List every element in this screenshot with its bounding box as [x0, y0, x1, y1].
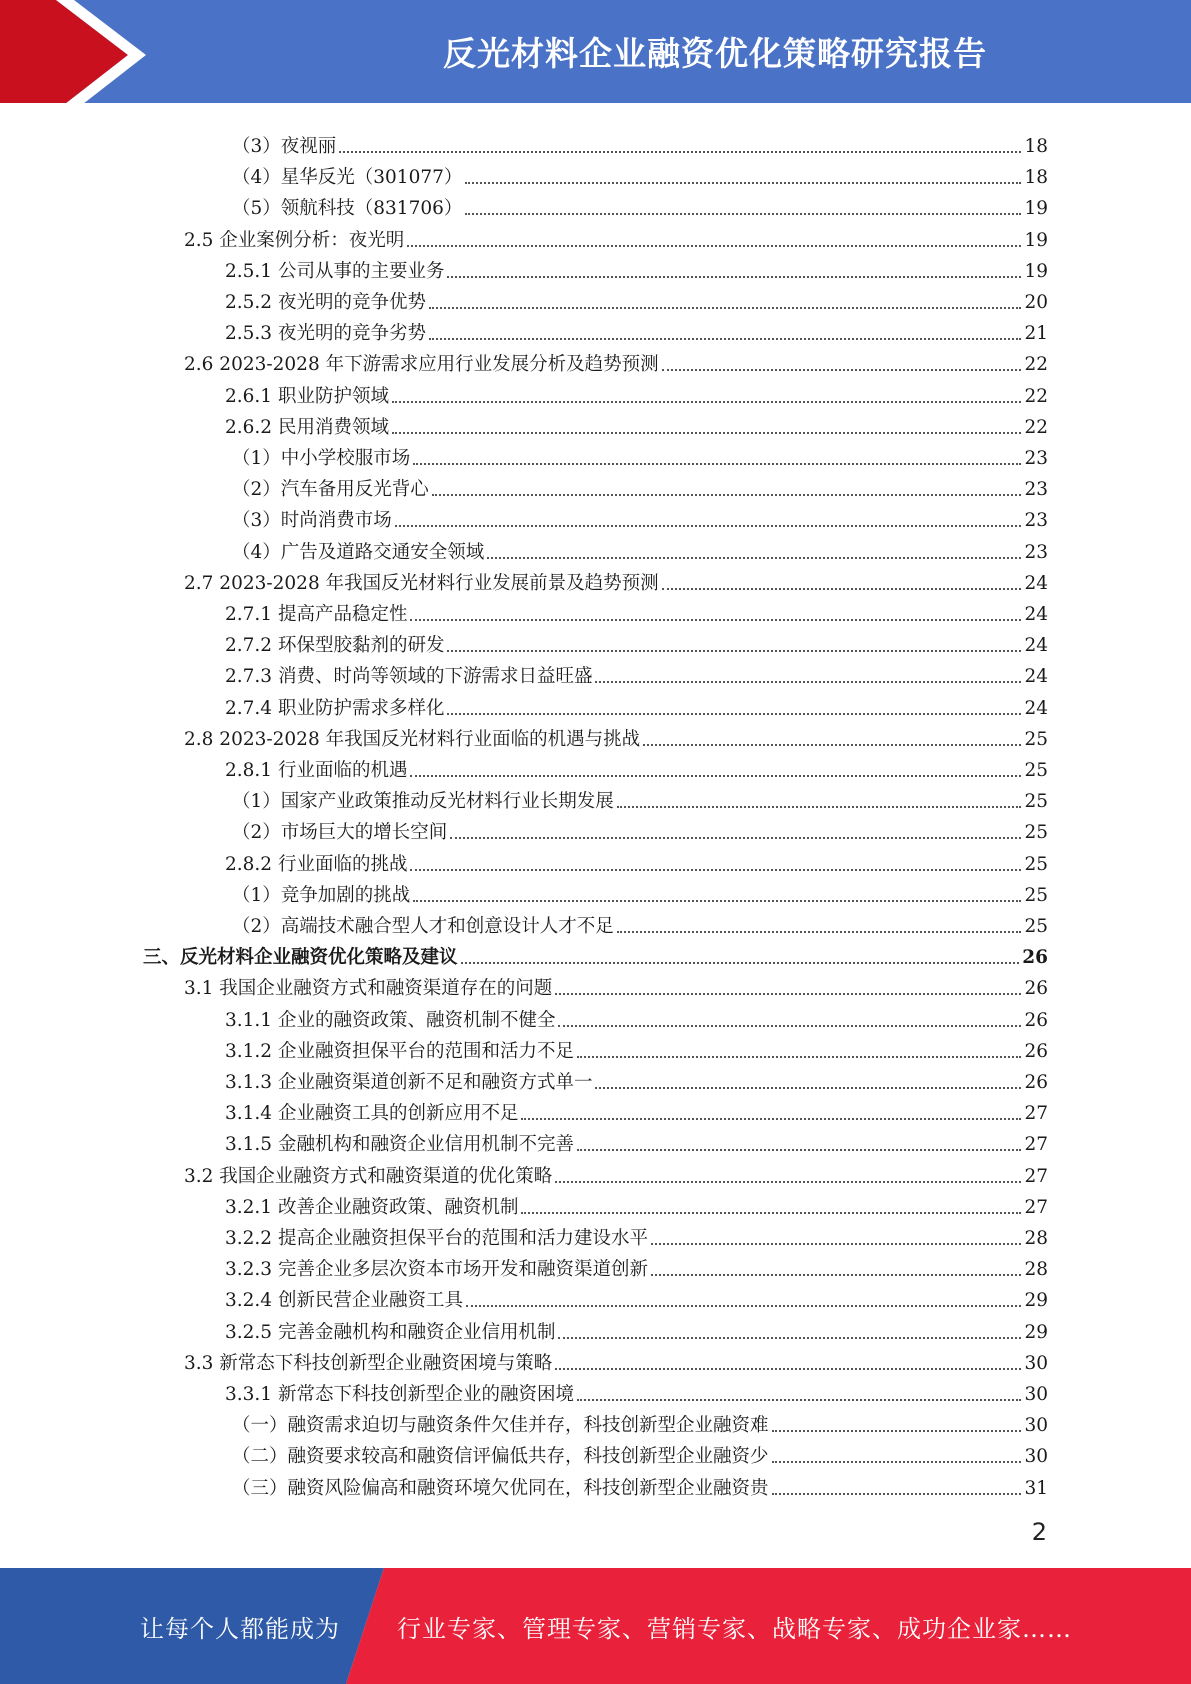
toc-page-number: 23: [1024, 541, 1048, 563]
toc-page-number: 26: [1024, 1009, 1048, 1031]
toc-entry[interactable]: [184, 1158, 1048, 1189]
toc-page-number: 25: [1024, 916, 1048, 937]
toc-page-number: 19: [1024, 229, 1048, 251]
toc-entry-title: （3）时尚消费市场: [232, 510, 392, 532]
toc-entry[interactable]: [225, 1376, 1048, 1407]
toc-entry-title: （三）融资风险偏高和融资环境欠优同在，科技创新型企业融资贵: [232, 1477, 769, 1499]
toc-entry-title: 2.7.1 提高产品稳定性: [225, 604, 408, 625]
toc-entry[interactable]: [225, 378, 1048, 409]
toc-dot-leader: [410, 869, 1021, 871]
toc-dot-leader: [432, 494, 1022, 496]
toc-dot-leader: [617, 931, 1022, 933]
toc-page-number: 25: [1024, 728, 1048, 750]
toc-entry[interactable]: [184, 222, 1048, 253]
toc-entry[interactable]: [232, 128, 1048, 159]
toc-dot-leader: [521, 1212, 1021, 1214]
toc-entry[interactable]: [184, 346, 1048, 377]
toc-entry-title: 3.3 新常态下科技创新型企业融资困境与策略: [184, 1352, 553, 1374]
toc-entry[interactable]: [184, 1345, 1048, 1376]
toc-entry[interactable]: [232, 440, 1048, 471]
toc-entry[interactable]: [225, 315, 1048, 346]
toc-dot-leader: [772, 1493, 1022, 1495]
toc-dot-leader: [521, 1118, 1021, 1120]
toc-entry[interactable]: [225, 627, 1048, 658]
toc-page-number: 27: [1024, 1103, 1048, 1125]
toc-entry[interactable]: [225, 1033, 1048, 1064]
toc-page-number: 24: [1024, 666, 1048, 688]
toc-entry-title: 3.2.3 完善企业多层次资本市场开发和融资渠道创新: [225, 1259, 648, 1281]
toc-dot-leader: [577, 1149, 1021, 1151]
toc-page-number: 30: [1024, 1415, 1048, 1437]
toc-entry-title: 3.2.5 完善金融机构和融资企业信用机制: [225, 1321, 556, 1343]
toc-entry[interactable]: [232, 471, 1048, 502]
toc-entry-title: 3.1.1 企业的融资政策、融资机制不健全: [225, 1009, 556, 1031]
toc-dot-leader: [487, 557, 1021, 559]
toc-page-number: 23: [1024, 510, 1048, 532]
toc-page-number: 22: [1024, 354, 1048, 376]
toc-dot-leader: [429, 307, 1021, 309]
toc-dot-leader: [772, 1461, 1022, 1463]
toc-entry[interactable]: [225, 1314, 1048, 1345]
toc-dot-leader: [450, 837, 1021, 839]
toc-entry-title: 2.7 2023-2028 年我国反光材料行业发展前景及趋势预测: [184, 572, 659, 594]
toc-entry-title: 2.5 企业案例分析：夜光明: [184, 229, 405, 251]
toc-entry-title: 2.7.4 职业防护需求多样化: [225, 697, 445, 719]
toc-dot-leader: [447, 650, 1021, 652]
toc-dot-leader: [651, 1274, 1021, 1276]
toc-entry-title: 3.1.2 企业融资担保平台的范围和活力不足: [225, 1040, 574, 1062]
toc-dot-leader: [558, 1025, 1021, 1027]
toc-page-number: 24: [1024, 697, 1048, 719]
toc-page-number: 26: [1022, 947, 1048, 969]
toc-dot-leader: [555, 1181, 1021, 1183]
toc-entry[interactable]: [232, 534, 1048, 565]
toc-entry[interactable]: [225, 1220, 1048, 1251]
toc-entry-title: （2）市场巨大的增长空间: [232, 822, 448, 844]
toc-entry-title: 3.1.3 企业融资渠道创新不足和融资方式单一: [225, 1072, 593, 1093]
page-number: 2: [1031, 1518, 1047, 1546]
toc-entry-title: （5）领航科技（831706）: [232, 198, 463, 220]
toc-page-number: 19: [1024, 260, 1048, 282]
toc-page-number: 30: [1024, 1352, 1048, 1374]
toc-entry[interactable]: [232, 502, 1048, 533]
toc-dot-leader: [339, 151, 1021, 153]
toc-dot-leader: [465, 182, 1021, 184]
toc-entry-title: （1）国家产业政策推动反光材料行业长期发展: [232, 791, 614, 813]
toc-entry[interactable]: [143, 939, 1048, 970]
toc-dot-leader: [577, 1056, 1021, 1058]
toc-entry-title: 3.2.2 提高企业融资担保平台的范围和活力建设水平: [225, 1228, 648, 1249]
toc-page-number: 26: [1024, 978, 1048, 1000]
toc-entry[interactable]: [232, 783, 1048, 814]
toc-entry-title: （2）高端技术融合型人才和创意设计人才不足: [232, 916, 614, 937]
toc-dot-leader: [395, 525, 1022, 527]
toc-entry[interactable]: [225, 596, 1048, 627]
toc-entry-title: 3.1 我国企业融资方式和融资渠道存在的问题: [184, 978, 553, 1000]
toc-dot-leader: [577, 1399, 1021, 1401]
toc-page-number: 23: [1024, 448, 1048, 469]
toc-page-number: 25: [1024, 853, 1048, 875]
toc-page-number: 25: [1024, 791, 1048, 813]
toc-dot-leader: [558, 1337, 1021, 1339]
footer-slogan-right: 行业专家、管理专家、营销专家、战略专家、成功企业家……: [397, 1614, 1072, 1643]
toc-entry[interactable]: [225, 846, 1048, 877]
toc-entry[interactable]: [232, 1470, 1048, 1501]
toc-entry[interactable]: [225, 409, 1048, 440]
toc-page-number: 29: [1024, 1290, 1048, 1312]
toc-page-number: 25: [1024, 884, 1048, 906]
toc-entry[interactable]: [232, 908, 1048, 939]
toc-dot-leader: [555, 1368, 1021, 1370]
toc-dot-leader: [410, 775, 1021, 777]
toc-entry-title: 2.6 2023-2028 年下游需求应用行业发展分析及趋势预测: [184, 354, 659, 376]
toc-entry-title: （1）竞争加剧的挑战: [232, 884, 411, 906]
toc-page-number: 22: [1024, 385, 1048, 407]
toc-page-number: 31: [1024, 1477, 1048, 1499]
toc-page-number: 26: [1024, 1040, 1048, 1062]
toc-entry[interactable]: [225, 1064, 1048, 1095]
toc-dot-leader: [407, 245, 1021, 247]
toc-page-number: 25: [1024, 760, 1048, 781]
toc-entry[interactable]: [225, 1251, 1048, 1282]
toc-page-number: 21: [1024, 323, 1048, 345]
toc-entry-title: （二）融资要求较高和融资信评偏低共存，科技创新型企业融资少: [232, 1446, 769, 1468]
toc-page-number: 26: [1024, 1072, 1048, 1093]
toc-dot-leader: [662, 588, 1022, 590]
toc-entry-title: 2.8.2 行业面临的挑战: [225, 853, 408, 875]
toc-entry-title: （一）融资需求迫切与融资条件欠佳并存，科技创新型企业融资难: [232, 1415, 769, 1437]
toc-entry[interactable]: [225, 284, 1048, 315]
toc-entry[interactable]: [184, 970, 1048, 1001]
toc-page-number: 30: [1024, 1446, 1048, 1468]
toc-page-number: 19: [1024, 198, 1048, 220]
toc-entry-title: 三、反光材料企业融资优化策略及建议: [143, 947, 458, 969]
toc-entry[interactable]: [225, 253, 1048, 284]
toc-entry-title: 2.6.1 职业防护领域: [225, 385, 389, 407]
toc-dot-leader: [643, 744, 1021, 746]
toc-entry[interactable]: [232, 877, 1048, 908]
toc-entry[interactable]: [232, 1407, 1048, 1438]
toc-dot-leader: [447, 276, 1021, 278]
toc-dot-leader: [465, 213, 1021, 215]
toc-entry[interactable]: [225, 1126, 1048, 1157]
toc-entry[interactable]: [232, 814, 1048, 845]
toc-entry-title: 3.2.4 创新民营企业融资工具: [225, 1290, 463, 1312]
toc-entry-title: 2.7.3 消费、时尚等领域的下游需求日益旺盛: [225, 666, 593, 688]
toc-dot-leader: [447, 713, 1021, 715]
toc-page-number: 28: [1024, 1228, 1048, 1249]
toc-dot-leader: [392, 401, 1021, 403]
toc-dot-leader: [413, 463, 1021, 465]
toc-entry[interactable]: [225, 752, 1048, 783]
toc-entry-title: （4）星华反光（301077）: [232, 167, 463, 189]
toc-entry-title: 3.2.1 改善企业融资政策、融资机制: [225, 1196, 519, 1218]
toc-entry-title: 3.1.5 金融机构和融资企业信用机制不完善: [225, 1134, 574, 1156]
toc-page-number: 29: [1024, 1321, 1048, 1343]
toc-dot-leader: [772, 1430, 1022, 1432]
page-footer: [0, 1568, 1191, 1684]
toc-dot-leader: [466, 1305, 1021, 1307]
toc-entry[interactable]: [225, 1282, 1048, 1313]
toc-entry-title: 3.3.1 新常态下科技创新型企业的融资困境: [225, 1384, 574, 1405]
toc-page-number: 24: [1024, 635, 1048, 657]
toc-dot-leader: [413, 900, 1021, 902]
toc-page-number: 23: [1024, 479, 1048, 501]
toc-entry-title: 2.5.1 公司从事的主要业务: [225, 260, 445, 282]
toc-dot-leader: [617, 806, 1022, 808]
toc-entry-title: 2.8.1 行业面临的机遇: [225, 760, 408, 781]
toc-page-number: 30: [1024, 1384, 1048, 1405]
toc-entry[interactable]: [225, 690, 1048, 721]
toc-dot-leader: [595, 681, 1021, 683]
toc-entry[interactable]: [225, 1095, 1048, 1126]
toc-page-number: 22: [1024, 416, 1048, 438]
toc-dot-leader: [461, 962, 1020, 964]
toc-entry-title: 2.6.2 民用消费领域: [225, 416, 389, 438]
toc-dot-leader: [555, 993, 1021, 995]
toc-entry[interactable]: [232, 1438, 1048, 1469]
toc-entry[interactable]: [225, 1189, 1048, 1220]
toc-page-number: 18: [1024, 136, 1048, 157]
toc-entry-title: （2）汽车备用反光背心: [232, 479, 429, 501]
toc-dot-leader: [392, 432, 1021, 434]
toc-entry[interactable]: [184, 721, 1048, 752]
toc-entry-title: 3.2 我国企业融资方式和融资渠道的优化策略: [184, 1165, 553, 1187]
toc-entry-title: （4）广告及道路交通安全领域: [232, 541, 485, 563]
toc-entry-title: 2.7.2 环保型胶黏剂的研发: [225, 635, 445, 657]
toc-entry-title: 2.5.3 夜光明的竞争劣势: [225, 323, 426, 345]
toc-dot-leader: [410, 619, 1021, 621]
toc-page-number: 18: [1024, 167, 1048, 189]
toc-dot-leader: [662, 369, 1022, 371]
toc-entry[interactable]: [225, 658, 1048, 689]
toc-entry-title: 2.8 2023-2028 年我国反光材料行业面临的机遇与挑战: [184, 728, 641, 750]
report-title: 反光材料企业融资优化策略研究报告: [443, 34, 987, 73]
toc-entry[interactable]: [184, 565, 1048, 596]
toc-entry-title: （3）夜视丽: [232, 136, 337, 157]
toc-page-number: 25: [1024, 822, 1048, 844]
toc-dot-leader: [651, 1243, 1021, 1245]
toc-entry-title: 2.5.2 夜光明的竞争优势: [225, 292, 426, 313]
toc-entry-title: 3.1.4 企业融资工具的创新应用不足: [225, 1103, 519, 1125]
footer-slogan-left: 让每个人都能成为: [140, 1614, 340, 1643]
toc-page-number: 20: [1024, 292, 1048, 313]
page-header: [0, 0, 1191, 111]
toc-page-number: 27: [1024, 1134, 1048, 1156]
toc-dot-leader: [429, 338, 1021, 340]
toc-dot-leader: [595, 1087, 1021, 1089]
toc-entry-title: （1）中小学校服市场: [232, 448, 411, 469]
toc-page-number: 27: [1024, 1196, 1048, 1218]
toc-page-number: 24: [1024, 572, 1048, 594]
toc-entry[interactable]: [232, 159, 1048, 190]
toc-page-number: 27: [1024, 1165, 1048, 1187]
toc-entry[interactable]: [232, 190, 1048, 221]
toc-entry[interactable]: [225, 1002, 1048, 1033]
toc-page-number: 28: [1024, 1259, 1048, 1281]
toc-page-number: 24: [1024, 604, 1048, 625]
